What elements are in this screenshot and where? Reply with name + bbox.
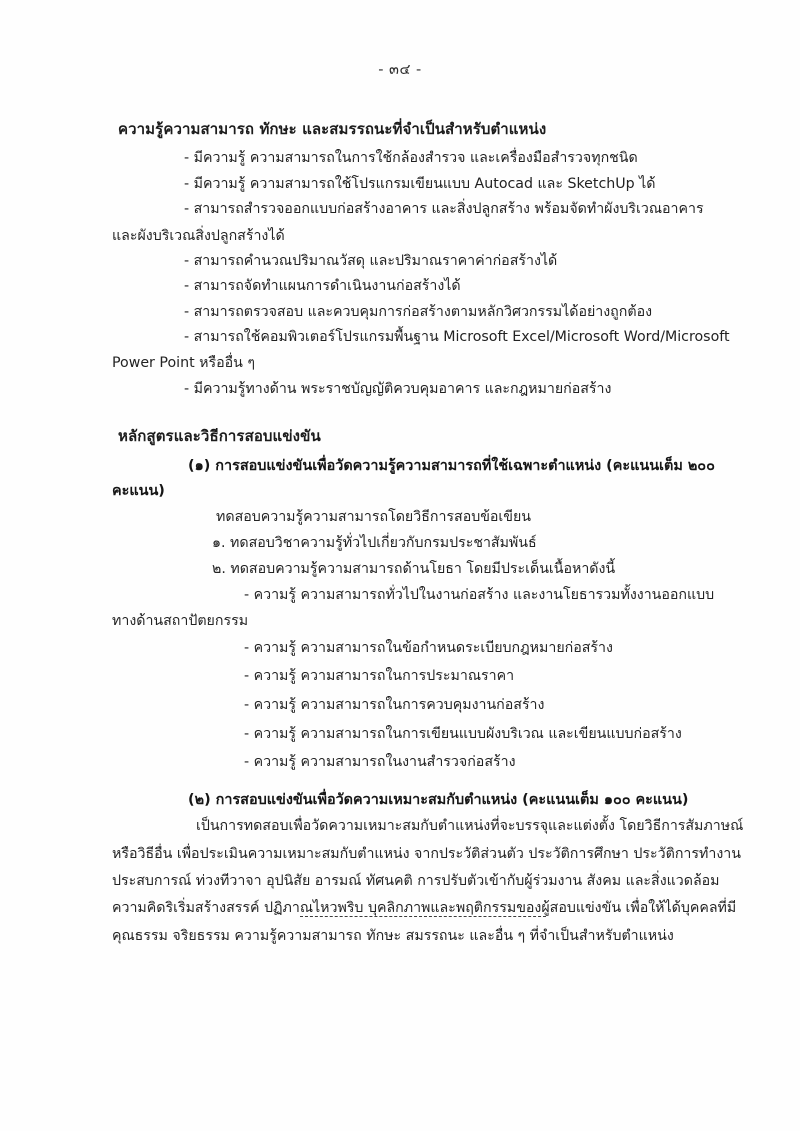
- list-item: ๒. ทดสอบความรู้ความสามารถด้านโยธา โดยมีประเด็นเนื้อหาดังนี้: [212, 560, 616, 577]
- list-item: - สามารถคำนวณปริมาณวัสดุ และปริมาณราคาค่าก่อสร้างได้: [184, 252, 558, 269]
- section-qualifications: [112, 118, 752, 401]
- list-item: - ความรู้ ความสามารถในการเขียนแบบผังบริเวณ และเขียนแบบก่อสร้าง: [244, 725, 682, 742]
- list-item-continuation: Power Point หรืออื่น ๆ: [112, 355, 255, 372]
- section-divider: [300, 916, 546, 917]
- section-heading-exam-curriculum: หลักสูตรและวิธีการสอบแข่งขัน: [118, 427, 321, 446]
- list-item: - ความรู้ ความสามารถในการประมาณราคา: [244, 668, 515, 685]
- list-item: ๑. ทดสอบวิชาความรู้ทั่วไปเกี่ยวกับกรมประชาสัมพันธ์: [212, 535, 537, 552]
- exam-item-one-intro: ทดสอบความรู้ความสามารถโดยวิธีการสอบข้อเขียน: [216, 509, 531, 526]
- exam-item-one: [112, 454, 752, 777]
- list-item: - ความรู้ ความสามารถในข้อกำหนดระเบียบกฎหมายก่อสร้าง: [244, 639, 613, 656]
- list-item: - สามารถจัดทำแผนการดำเนินงานก่อสร้างได้: [184, 278, 461, 295]
- list-item-continuation: ทางด้านสถาปัตยกรรม: [112, 613, 249, 630]
- paragraph-line: หรือวิธีอื่น เพื่อประเมินความเหมาะสมกับตำแหน่ง จากประวัติส่วนตัว ประวัติการศึกษา ประวัติการทำงาน: [112, 845, 741, 862]
- list-item: - ความรู้ ความสามารถทั่วไปในงานก่อสร้าง และงานโยธารวมทั้งงานออกแบบ: [244, 586, 715, 603]
- exam-item-two: [112, 788, 752, 949]
- spacer: [112, 778, 752, 782]
- list-item: - ความรู้ ความสามารถในงานสำรวจก่อสร้าง: [244, 754, 516, 771]
- list-item: - มีความรู้ทางด้าน พระราชบัญญัติควบคุมอาคาร และกฎหมายก่อสร้าง: [184, 380, 612, 397]
- list-item: - สามารถใช้คอมพิวเตอร์โปรแกรมพื้นฐาน Microsoft Excel/Microsoft Word/Microsoft: [184, 329, 730, 346]
- list-item-continuation: และผังบริเวณสิ่งปลูกสร้างได้: [112, 227, 285, 244]
- list-item: - สามารถสำรวจออกแบบก่อสร้างอาคาร และสิ่งปลูกสร้าง พร้อมจัดทำผังบริเวณอาคาร: [184, 201, 704, 218]
- page-number: - ๓๔ -: [378, 62, 422, 78]
- paragraph-line: คุณธรรม จริยธรรม ความรู้ความสามารถ ทักษะ สมรรถนะ และอื่น ๆ ที่จำเป็นสำหรับตำแหน่ง: [112, 927, 674, 944]
- exam-item-two-title: (๒) การสอบแข่งขันเพื่อวัดความเหมาะสมกับตำแหน่ง (คะแนนเต็ม ๑๐๐ คะแนน): [188, 791, 689, 808]
- paragraph-line: เป็นการทดสอบเพื่อวัดความเหมาะสมกับตำแหน่งที่จะบรรจุและแต่งตั้ง โดยวิธีการสัมภาษณ์: [196, 818, 744, 835]
- list-item: - ความรู้ ความสามารถในการควบคุมงานก่อสร้าง: [244, 696, 545, 713]
- section-heading-qualifications: ความรู้ความสามารถ ทักษะ และสมรรถนะที่จำเป็นสำหรับตำแหน่ง: [118, 120, 547, 138]
- list-item: - มีความรู้ ความสามารถในการใช้กล้องสำรวจ และเครื่องมือสำรวจทุกชนิด: [184, 150, 638, 167]
- qualification-bullet-list: [112, 146, 752, 401]
- exam-item-one-title: (๑) การสอบแข่งขันเพื่อวัดความรู้ความสามารถที่ใช้เฉพาะตำแหน่ง (คะแนนเต็ม ๒๐๐ คะแนน): [112, 458, 715, 499]
- paragraph-line: ความคิดริเริ่มสร้างสรรค์ ปฏิภาณไหวพริบ บุคลิกภาพและพฤติกรรมของผู้สอบแข่งขัน เพื่อให้ได้บุคคลที่มี: [112, 900, 737, 917]
- section-exam-curriculum: [112, 425, 752, 949]
- list-item: - สามารถตรวจสอบ และควบคุมการก่อสร้างตามหลักวิศวกรรมได้อย่างถูกต้อง: [184, 303, 653, 320]
- paragraph-line: ประสบการณ์ ท่วงทีวาจา อุปนิสัย อารมณ์ ทัศนคติ การปรับตัวเข้ากับผู้ร่วมงาน สังคม และสิ่งแวดล้อม: [112, 872, 720, 889]
- document-content: [112, 118, 752, 949]
- exam-item-two-paragraph: [112, 814, 752, 948]
- list-item: - มีความรู้ ความสามารถใช้โปรแกรมเขียนแบบ Autocad และ SketchUp ได้: [184, 175, 656, 192]
